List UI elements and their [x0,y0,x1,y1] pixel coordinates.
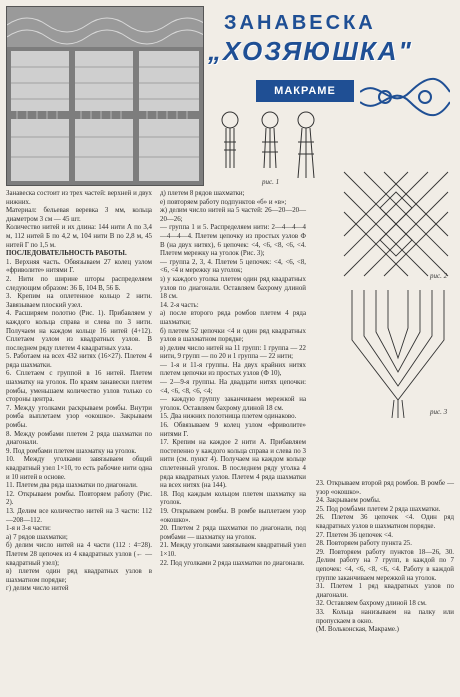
curtain-photo [6,6,204,186]
paragraph: 11. Плетем два ряда шахматки по диагонали. [6,482,138,490]
paragraph: — 1-я и 11-я группы. На двух крайних нитях плетем цепочки из простых узлов (Ф 10), [160,361,306,378]
paragraph: 13. Делим все количество нитей на 3 части: 112—208—112. [6,507,152,524]
paragraph: 28. Повторяем работу пункта 25. [316,540,412,548]
paragraph: 29. Повторяем работу пунктов 18—26, 30. Делим работу на 7 групп, в каждой по 7 цепочек: <4, <6, <8, <6, <4. Работу в каждой группе заканчиваем мережкой на уголок. [316,548,454,582]
section-tag: МАКРАМЕ [256,80,354,102]
paragraph: — 2—9-я группы. На двадцати нитях цепочки: <4, <6, <8, <6, <4; [160,379,306,395]
paragraph: в) делим число нитей на 11 групп: 1 группа — 22 нити, 9 групп — по 20 и 1 группа — 22 нити; [160,344,306,361]
page-title: „ХОЗЯЮШКА" [208,36,413,66]
paragraph: 9. Под ромбами плетем шахматку на уголок. [6,447,137,455]
figure-2-label: рис. 2 [430,272,448,280]
paragraph: ж) делим число нитей на 5 частей: 26—20—20—20—26; [160,207,306,223]
paragraph: 16. Обвязываем 9 колец узлом «фриволите» нитями Г. [160,422,306,438]
paragraph: 5. Работаем на всех 432 нитях (16×27). Плетем 4 ряда шахматки. [6,353,152,369]
curtain-photo-art [7,7,203,185]
paragraph: 18. Под каждым кольцом плетем шахматку на уголок. [160,490,306,507]
paragraph: 15. Два нижних полотнища плетем одинаково. [160,413,297,421]
paragraph: а) после второго ряда ромбов плетем 4 ряда шахматки; [160,310,306,326]
paragraph: 4. Расширяем полотно (Рис. 1). Прибавляем у каждого кольца справа и слева по 3 нити. Получаем на каждом кольце 16 нитей (4+12). Сплетаем узлом из квадратных узлов. В последнем ряду плетем 4 квадратных узла. [6,310,152,352]
paragraph: Занавеска состоит из трех частей: верхней и двух нижних. [6,190,152,206]
paragraph: 8. Между ромбами плетем 2 ряда шахматки по диагонали. [6,430,152,447]
title-top: ЗАНАВЕСКА [224,12,376,34]
paragraph: 33. Кольца нанизываем на палку или пропускаем в окно. [316,608,454,625]
figure-1-label: рис. 1 [262,178,280,186]
paragraph: в) плетем один ряд квадратных узлов в шахматном порядке; [6,568,152,584]
paragraph: — группа 2, 3, 4. Плетем 5 цепочек: <4, <6, <8, <6, <4 и мережку на уголок; [160,258,306,275]
paragraph: з) у каждого уголка плетем один ряд квадратных узлов по диагонали. Оставляем бахрому длиной 18 см. [160,275,306,301]
paragraph: 3. Крепим на оплетенное кольцо 2 нити. Завязываем плоский узел. [6,293,152,309]
paragraph: 32. Оставляем бахрому длиной 18 см. [316,600,427,608]
paragraph: Количество нитей и их длина: 144 нити А по 3,4 м, 112 нитей Б по 4,2 м, 104 нити В по 2,8 м, 45 нитей Г по 1,5 м. [6,224,152,249]
column-right [316,480,454,635]
knot-decoration-icon [360,72,450,122]
paragraph: — каждую группу заканчиваем мережкой на уголок. Оставляем бахрому длиной 18 см. [160,396,306,412]
paragraph: — группа 1 и 5. Распределяем нити: 2—4—4—4—4—4—4. Плетем цепочку из простых узлов Ф В (на двух нитях), 6 цепочек: <4, <6, <8, <6, <4. Плетем мережку на уголок (Рис. 3); [160,224,306,258]
paragraph: 23. Открываем второй ряд ромбов. В ромбе — узор «окошко». [316,480,454,496]
paragraph: 27. Плетем 36 цепочек <4. [316,531,393,539]
paragraph: (М. Вольконская, Макраме.) [316,626,399,634]
column-left [6,190,152,594]
paragraph: 1. Верхняя часть. Обвязываем 27 колец узлом «фриволите» нитями Г. [6,258,152,275]
paragraph: 20. Плетем 2 ряда шахматки по диагонали, под ромбами — шахматку на уголок. [160,525,306,541]
paragraph: Материал: бельевая веревка 3 мм, кольца диаметром 3 см — 45 шт. [6,207,152,223]
title-block [208,6,454,76]
figure-3-diagram [344,290,452,420]
paragraph: 25. Под ромбами плетем 2 ряда шахматки. [316,505,441,513]
section-heading: ПОСЛЕДОВАТЕЛЬНОСТЬ РАБОТЫ. [6,250,127,258]
figure-2-diagram [340,168,452,280]
paragraph: 22. Под уголками 2 ряда шахматки по диагонали. [160,559,305,567]
paragraph: б) делим число нитей на 4 части (112 : 4=28). Плетем 28 цепочек из 4 квадратных узлов (← — квадратный узел); [6,542,152,567]
paragraph: 24. Закрываем ромбы. [316,497,381,505]
paragraph: 2. Нити по ширине шторы распределяем следующим образом: 36 Б, 104 В, 56 Б. [6,275,152,292]
paragraph: 7. Между уголками раскрываем ромбы. Внутри ромба выплетаем узор «окошко». Закрываем ромбы. [6,404,152,430]
paragraph: 10. Между уголками завязываем общий квадратный узел 1×10, то есть рабочие нити одна и 10 нитей в основе. [6,456,152,481]
paragraph: 14. 2-я часть: [160,301,199,309]
column-middle [160,190,306,568]
paragraph: 19. Открываем ромбы. В ромбе выплетаем узор «окошко». [160,507,306,524]
paragraph: 21. Между уголками завязываем квадратный узел 1×10. [160,542,306,558]
paragraph: 1-я и 3-я части: [6,525,51,533]
paragraph: е) повторяем работу подпунктов «б» и «в»; [160,198,287,206]
paragraph: д) плетем 8 рядов шахматки; [160,190,245,197]
figure-3-label: рис. 3 [430,408,448,416]
paragraph: 17. Крепим на каждое 2 нити А. Прибавляем постепенно у каждого кольца справа и слева по 3 нити (см. пункт 4). Получаем на каждом кольце сплетенный уголок. В последнем ряду уголка 4 ряда квадратных узлов. Плетем 4 ряда шахматки на всех нитях (на 144). [160,439,306,490]
paragraph: б) плетем 52 цепочки <4 и один ряд квадратных узлов в шахматном порядке; [160,327,306,344]
paragraph: 26. Плетем 36 цепочек <4. Один ряд квадратных узлов в шахматном порядке. [316,514,454,530]
paragraph: а) 7 рядов шахматки; [6,533,68,541]
paragraph: 12. Открываем ромбы. Повторяем работу (Рис. 2). [6,490,152,507]
paragraph: г) делим число нитей [6,585,69,593]
paragraph: 31. Плетем 1 ряд квадратных узлов по диагонали. [316,583,454,599]
paragraph: 6. Сплетаем с группой в 16 нитей. Плетем шахматку на уголок. По краям занавески плетем ромбы, уменьшаем количество узлов только со стороны центра. [6,370,152,404]
